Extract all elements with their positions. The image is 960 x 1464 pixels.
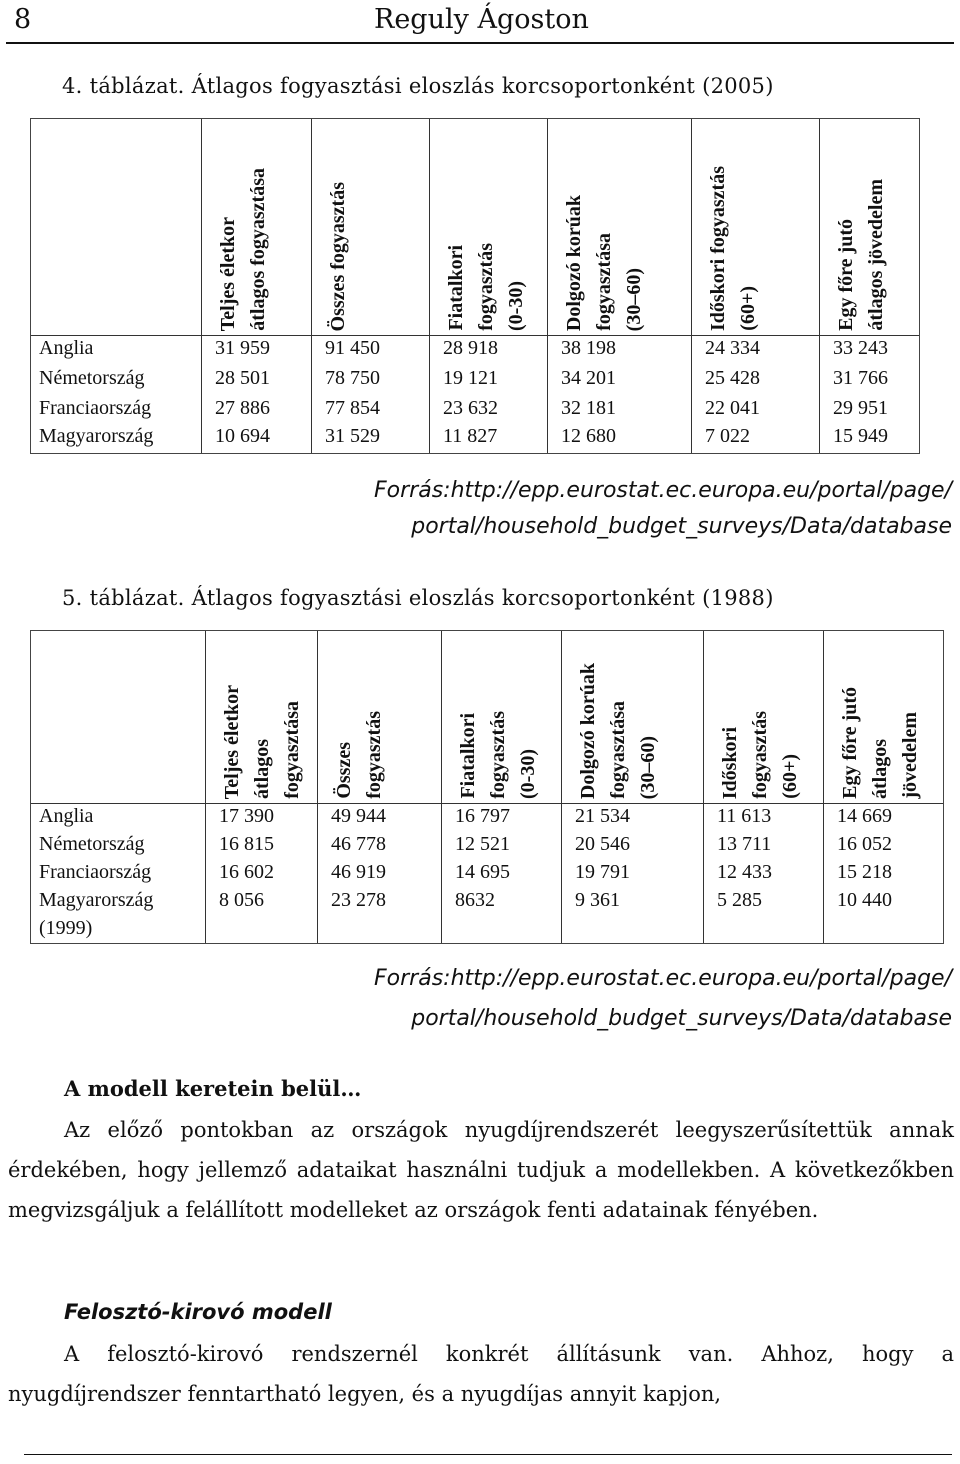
table-cell-value: 5 285	[717, 889, 762, 911]
table-cell-value: 21 534	[575, 805, 630, 827]
column-divider	[547, 119, 548, 453]
table-cell-value: 14 695	[455, 861, 510, 883]
table-cell-value: 24 334	[705, 337, 760, 359]
column-header	[331, 637, 387, 799]
column-header-line: jövedelem	[899, 712, 921, 799]
table-cell-value: 12 521	[455, 833, 510, 855]
table-cell-value: 11 613	[717, 805, 772, 827]
table-cell-value: 10 440	[837, 889, 892, 911]
column-header	[717, 637, 803, 799]
column-header-line: fogyasztás	[749, 711, 771, 799]
section-title: A modell keretein belül…	[64, 1076, 362, 1101]
table-cell-value: 10 694	[215, 425, 270, 447]
column-divider	[703, 631, 704, 943]
table-cell-value: 91 450	[325, 337, 380, 359]
table1-source-line1: Forrás:http://epp.eurostat.ec.europa.eu/portal/page/	[374, 478, 952, 503]
column-header-line: Fiatalkori	[445, 245, 467, 331]
table-cell-value: 20 546	[575, 833, 630, 855]
table-cell-value: 28 501	[215, 367, 270, 389]
row-label-country: Franciaország	[39, 861, 152, 883]
column-header-line: fogyasztás	[475, 243, 497, 331]
column-header-line: fogyasztás	[363, 711, 385, 799]
table1-source-line2: portal/household_budget_surveys/Data/database	[411, 514, 952, 539]
row-label-country: Anglia	[39, 805, 94, 827]
table-cell-value: 16 052	[837, 833, 892, 855]
column-header	[837, 637, 923, 799]
body-paragraph-text: Az előző pontokban az országok nyugdíjrendszerét leegyszerűsítettük annak érdekében, hogy jellemző adataikat használni tudjuk a modellekben. A következőkben megvizsgáljuk a felállított modelleket az országok fenti adatainak fényében.	[8, 1118, 954, 1222]
column-header-line: átlagos fogyasztása	[247, 168, 269, 331]
body-paragraph-2-text: A felosztó-kirovó rendszernél konkrét állításunk van. Ahhoz, hogy a nyugdíjrendszer fenntartható legyen, és a nyugdíjas annyit kapjon,	[8, 1342, 954, 1406]
table-cell-value: 9 361	[575, 889, 620, 911]
column-header-line: (0-30)	[505, 281, 527, 331]
column-header-line: (0-30)	[517, 749, 539, 799]
table-cell-value: 14 669	[837, 805, 892, 827]
column-header-line: átlagos	[251, 739, 273, 799]
table-cell-value: 23 632	[443, 397, 498, 419]
running-head-author: Reguly Ágoston	[374, 4, 589, 35]
column-divider	[311, 119, 312, 453]
column-header-line: (30–60)	[637, 735, 659, 799]
table2	[30, 630, 944, 944]
column-divider	[819, 119, 820, 453]
row-label-country: Németország	[39, 367, 145, 389]
table-cell-value: 31 766	[833, 367, 888, 389]
header-divider	[31, 335, 919, 336]
table-cell-value: 28 918	[443, 337, 498, 359]
table-cell-value: 16 602	[219, 861, 274, 883]
column-divider	[201, 119, 202, 453]
table2-caption: 5. táblázat. Átlagos fogyasztási eloszlás korcsoportonként (1988)	[62, 586, 774, 610]
column-header-line: Összes	[333, 742, 355, 799]
row-label-country: Anglia	[39, 337, 94, 359]
table-cell-value: 77 854	[325, 397, 380, 419]
column-header-line: Fiatalkori	[457, 713, 479, 799]
table-cell-value: 7 022	[705, 425, 750, 447]
table-cell-value: 78 750	[325, 367, 380, 389]
page-number: 8	[14, 4, 32, 35]
column-header	[455, 637, 541, 799]
column-header-line: (60+)	[779, 754, 801, 799]
column-header-line: Egy főre jutó	[839, 687, 861, 799]
column-header-line: fogyasztás	[487, 711, 509, 799]
column-divider	[205, 631, 206, 943]
column-header-line: Időskori fogyasztás	[707, 165, 729, 331]
column-divider	[823, 631, 824, 943]
table-cell-value: 13 711	[717, 833, 772, 855]
column-header-line: fogyasztása	[281, 701, 303, 799]
table-cell-value: 29 951	[833, 397, 888, 419]
column-divider	[561, 631, 562, 943]
table-cell-value: 46 778	[331, 833, 386, 855]
section-title-italic: Felosztó-kirovó modell	[64, 1300, 332, 1324]
table-cell-value: 38 198	[561, 337, 616, 359]
table2-source-line2: portal/household_budget_surveys/Data/database	[411, 1006, 952, 1031]
column-header-line: fogyasztása	[593, 233, 615, 331]
table-cell-value: 12 433	[717, 861, 772, 883]
column-divider	[429, 119, 430, 453]
table-cell-value: 19 791	[575, 861, 630, 883]
table-cell-value: 11 827	[443, 425, 498, 447]
row-label-country: Franciaország	[39, 397, 152, 419]
table1-caption: 4. táblázat. Átlagos fogyasztási eloszlás korcsoportonként (2005)	[62, 74, 774, 98]
table-cell-value: 23 278	[331, 889, 386, 911]
column-header-line: (60+)	[737, 286, 759, 331]
column-header-line: átlagos	[869, 739, 891, 799]
column-header	[575, 637, 661, 799]
header-divider	[31, 803, 943, 804]
table1	[30, 118, 920, 454]
column-header-line: (30–60)	[623, 267, 645, 331]
column-header-line: átlagos jövedelem	[865, 179, 887, 331]
column-header-line: Teljes életkor	[221, 684, 243, 799]
table-cell-value: 15 949	[833, 425, 888, 447]
table-cell-value: 19 121	[443, 367, 498, 389]
bottom-rule	[24, 1454, 952, 1455]
body-paragraph-2	[8, 1334, 954, 1414]
table-cell-value: 32 181	[561, 397, 616, 419]
table-cell-value: 49 944	[331, 805, 386, 827]
column-header-line: fogyasztása	[607, 701, 629, 799]
column-header	[705, 125, 761, 331]
table-cell-value: 31 529	[325, 425, 380, 447]
header-rule	[6, 42, 954, 44]
column-divider	[691, 119, 692, 453]
row-label-country: Németország	[39, 833, 145, 855]
table-cell-value: 8 056	[219, 889, 264, 911]
column-divider	[317, 631, 318, 943]
column-divider	[441, 631, 442, 943]
table-cell-value: 15 218	[837, 861, 892, 883]
row-label-country: Magyarország	[39, 425, 154, 447]
table-cell-value: 33 243	[833, 337, 888, 359]
row-label-country: Magyarország	[39, 889, 154, 911]
column-header	[325, 125, 351, 331]
column-header	[443, 125, 529, 331]
table-cell-value: 27 886	[215, 397, 270, 419]
column-header	[219, 637, 305, 799]
table-cell-value: 12 680	[561, 425, 616, 447]
table-cell-value: 16 815	[219, 833, 274, 855]
column-header-line: Egy főre jutó	[835, 219, 857, 331]
column-header	[561, 125, 647, 331]
column-header	[215, 125, 271, 331]
column-header-line: Összes fogyasztás	[327, 181, 349, 331]
table-cell-value: 31 959	[215, 337, 270, 359]
table-cell-value: 34 201	[561, 367, 616, 389]
table-cell-value: 17 390	[219, 805, 274, 827]
column-header-line: Időskori	[719, 726, 741, 799]
column-header-line: Dolgozó korúak	[563, 194, 585, 331]
column-header	[833, 125, 889, 331]
table-cell-value: 25 428	[705, 367, 760, 389]
column-header-line: Dolgozó korúak	[577, 662, 599, 799]
table-cell-value: 16 797	[455, 805, 510, 827]
table-cell-value: 8632	[455, 889, 495, 911]
table2-source-line1: Forrás:http://epp.eurostat.ec.europa.eu/portal/page/	[374, 966, 952, 991]
table-cell-value: 22 041	[705, 397, 760, 419]
row-label-country: (1999)	[39, 917, 93, 939]
body-paragraph	[8, 1110, 954, 1230]
table-cell-value: 46 919	[331, 861, 386, 883]
column-header-line: Teljes életkor	[217, 216, 239, 331]
